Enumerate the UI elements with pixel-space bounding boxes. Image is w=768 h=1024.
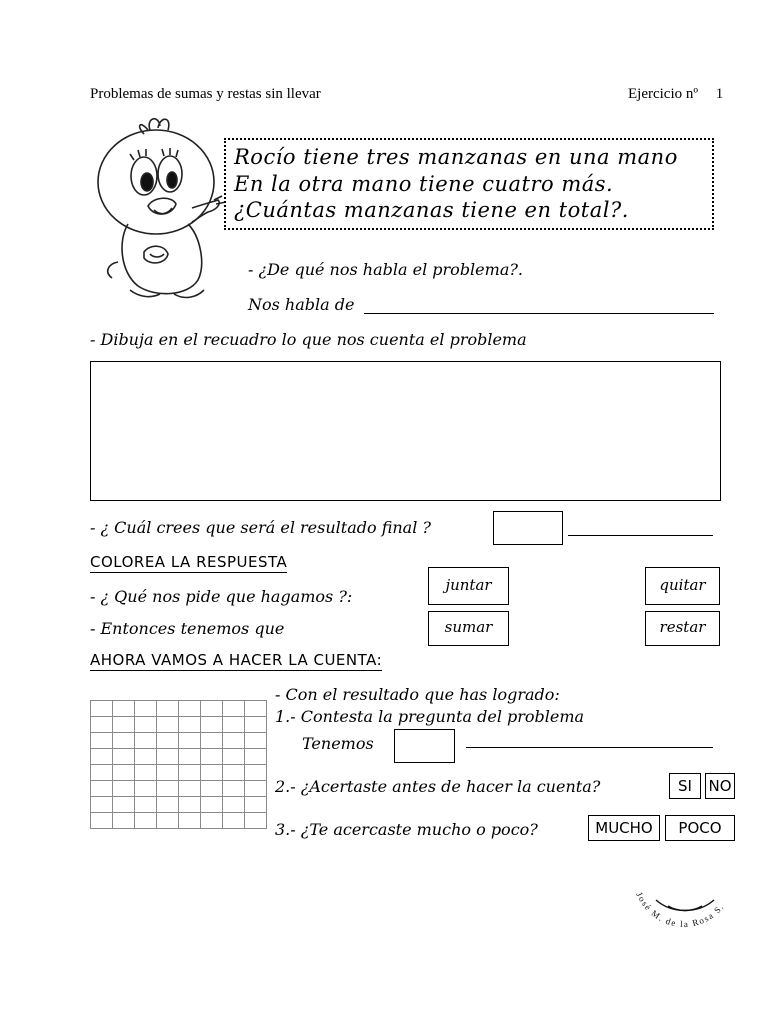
calculation-heading: AHORA VAMOS A HACER LA CUENTA: <box>90 651 383 669</box>
story-line-3: ¿Cuántas manzanas tiene en total?. <box>234 198 629 222</box>
story-line-2: En la otra mano tiene cuatro más. <box>234 172 614 196</box>
answer-poco[interactable]: POCO <box>665 815 735 841</box>
option-restar[interactable]: restar <box>645 611 720 646</box>
final-answer-line[interactable] <box>466 747 713 748</box>
cartoon-bird-illustration <box>88 112 238 304</box>
answer-mucho[interactable]: MUCHO <box>588 815 660 841</box>
followup-item-2: 2.- ¿Acertaste antes de hacer la cuenta? <box>275 777 601 796</box>
answer-no[interactable]: NO <box>705 773 735 799</box>
story-line-1: Rocío tiene tres manzanas en una mano <box>234 145 678 169</box>
option-juntar[interactable]: juntar <box>428 567 509 605</box>
exercise-label <box>628 86 723 103</box>
result-estimate-line[interactable] <box>568 535 713 536</box>
answer-about-line[interactable] <box>364 313 714 314</box>
drawing-area[interactable] <box>90 361 721 501</box>
color-answer-heading: COLOREA LA RESPUESTA <box>90 553 288 571</box>
option-quitar[interactable]: quitar <box>645 567 720 605</box>
question-ask: - ¿ Qué nos pide que hagamos ?: <box>90 587 353 606</box>
answer-si[interactable]: SI <box>669 773 701 799</box>
question-about: - ¿De qué nos habla el problema?. <box>248 260 524 279</box>
author-signature-stamp <box>628 880 740 942</box>
followup-answer-prefix: Tenemos <box>302 734 374 753</box>
final-answer-box[interactable] <box>394 729 455 763</box>
answer-about-prefix: Nos habla de <box>248 295 355 314</box>
worksheet-title: Problemas de sumas y restas sin llevar <box>90 86 321 102</box>
option-sumar[interactable]: sumar <box>428 611 509 646</box>
result-estimate-box[interactable] <box>493 511 563 545</box>
question-result: - ¿ Cuál crees que será el resultado final ? <box>90 518 431 537</box>
question-then: - Entonces tenemos que <box>90 619 285 638</box>
followup-item-3: 3.- ¿Te acercaste mucho o poco? <box>275 820 538 839</box>
exercise-label-text: Ejercicio nº <box>628 86 699 102</box>
calculation-grid[interactable] <box>90 700 267 829</box>
signature-text: José M. de la Rosa S. <box>634 890 727 930</box>
draw-instruction: - Dibuja en el recuadro lo que nos cuenta el problema <box>90 330 527 349</box>
followup-intro: - Con el resultado que has logrado: <box>275 685 560 704</box>
followup-item-1: 1.- Contesta la pregunta del problema <box>275 707 585 726</box>
exercise-number: 1 <box>715 86 724 102</box>
